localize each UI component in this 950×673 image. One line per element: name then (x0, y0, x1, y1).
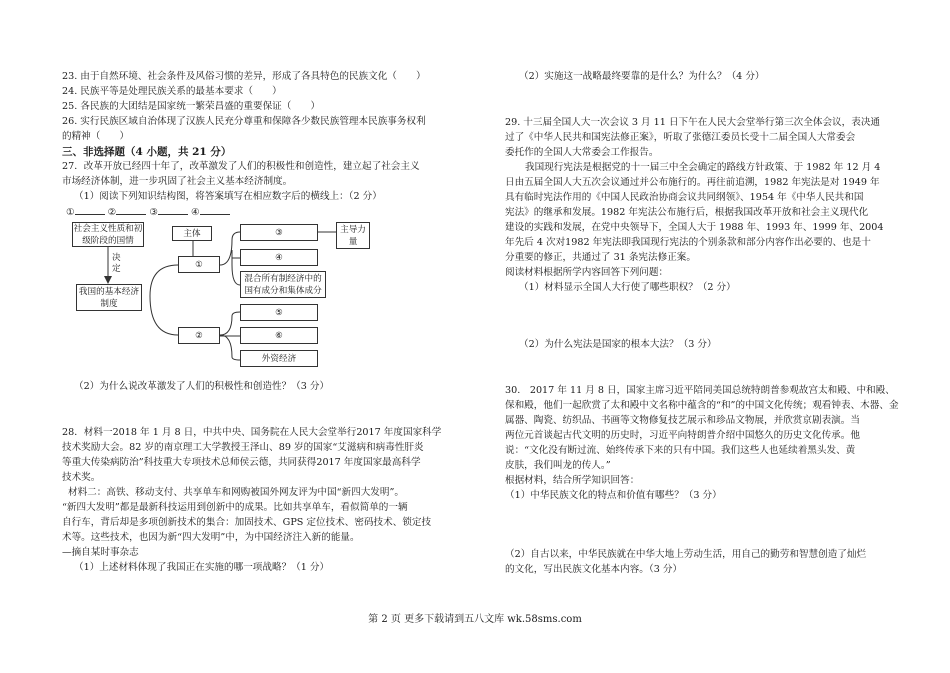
question-28-part2: （2）实施这一战略最终要靠的是什么？为什么？（4 分） (519, 71, 765, 82)
box-circle-1: ① (178, 256, 220, 273)
question-28-line8: 术等。这些技术，也因为新“四大发明”中，为中国经济注入新的能量。 (62, 532, 360, 543)
question-27-line1: 27．改革开放已经四十年了，改革激发了人们的积极性和创造性，建立起了社会主义 (62, 161, 420, 172)
question-28-line3: 等重大传染病防治”科技重大专项技术总师侯云德，共同获得2017 年度国家最高科学 (62, 457, 421, 468)
question-30-line4: 两位元首谈起古代文明的历史时，习近平向特朗普介绍中国悠久的历史文化传承。他 (505, 430, 860, 441)
question-29-part2: （2）为什么宪法是国家的根本大法？（3 分） (519, 339, 717, 350)
box-basic-economic-system: 我国的基本经济制度 (76, 284, 142, 311)
question-29-line10: 分重要的修正，共通过了 31 条宪法修正案。 (505, 252, 696, 263)
question-29-line1: 29. 十三届全国人大一次会议 3 月 11 日下午在人民大会堂举行第三次全体会议，表决通 (505, 117, 881, 128)
box-lead-force: 主导力量 (336, 222, 370, 249)
question-25: 25. 各民族的大团结是国家统一繁荣昌盛的重要保证（ ） (62, 101, 321, 112)
question-29-line5: 日由五届全国人大五次会议通过并公布施行的。再往前追溯，1982 年宪法是对 1949 年 (505, 177, 880, 188)
box-circle-3: ③ (240, 224, 318, 241)
question-30-instruction: 根据材料，结合所学知识回答： (505, 475, 640, 486)
page-footer: 第 2 页 更多下载请到五八文库 wk.58sms.com (368, 614, 582, 625)
question-29-part1: （1）材料显示全国人大行使了哪些职权？（2 分） (519, 282, 736, 293)
question-30-part2-line2: 的文化，写出民族文化基本内容。（3 分） (505, 564, 683, 575)
question-28-line6: “新四大发明”都是最新科技运用到创新中的成果。比如共享单车，看似简单的一辆 (62, 502, 408, 513)
blank-label-2: ② (107, 207, 117, 218)
blank-label-1: ① (66, 207, 75, 218)
question-30-part2-line1: （2）自古以来，中华民族就在中华大地上劳动生活，用自己的勤劳和智慧创造了灿烂 (505, 549, 867, 560)
bracket-top (150, 265, 178, 296)
question-27-line2: 市场经济体制，进一步巩固了社会主义基本经济制度。 (62, 176, 293, 187)
question-29-line2: 过了《中华人民共和国宪法修正案》，听取了张德江委员长受十二届全国人大常委会 (505, 132, 856, 143)
question-28-source: —摘自某时事杂志 (62, 547, 139, 558)
question-29-line8: 建设的实践和发展，在党中央领导下，全国人大于 1988 年、1993 年、1999 年、2004 (505, 222, 884, 233)
box-circle-6: ⑥ (240, 327, 318, 344)
question-30-line6: 皮肤，我们叫龙的传人。” (505, 460, 611, 471)
box-mixed-ownership: 混合所有制经济中的国有成分和集体成分 (240, 271, 326, 298)
question-30-line2: 保和殿，他们一起欣赏了太和殿中文名称中蕴含的“和”的中国文化传统；观看钟表、木器、金 (505, 400, 899, 411)
box-stage-conditions: 社会主义性质和初级阶段的国情 (73, 223, 143, 246)
box-foreign-economy: 外资经济 (240, 350, 318, 367)
question-29-instruction: 阅读材料根据所学内容回答下列问题： (505, 267, 669, 278)
blank-label-4: ④ (191, 207, 200, 218)
question-29-line9: 年先后 4 次对1982 年宪法即我国现行宪法的个别条款和部分内容作出必要的、也是十 (505, 237, 871, 248)
bracket-bottom (150, 296, 178, 335)
question-29-line3: 委托作的全国人大常委会工作报告。 (505, 147, 659, 158)
box-circle-5: ⑤ (240, 304, 318, 321)
label-decide: 决定 (112, 253, 121, 274)
question-28-part1: （1）上述材料体现了我国正在实施的哪一项战略？（1 分） (74, 562, 330, 573)
question-29-line7: 宪法》的继承和发展。1982 年宪法公布施行后，根据我国改革开放和社会主义现代化 (505, 207, 869, 218)
question-23: 23. 由于自然环境、社会条件及风俗习惯的差异，形成了各具特色的民族文化（ ） (62, 71, 426, 82)
question-28-line7: 自行车，背后却是多项创新技术的集合：加固技术、GPS 定位技术、密码技术、锁定技 (62, 517, 432, 528)
question-27-part2: （2）为什么说改革激发了人们的积极性和创造性？（3 分） (74, 381, 330, 392)
section-3-heading: 三、非选择题（4 小题，共 21 分） (62, 146, 232, 158)
box-subject: 主体 (172, 226, 212, 241)
question-29-line4: 我国现行宪法是根据党的十一届三中全会确定的路线方针政策、于 1982 年 12 月 4 (525, 162, 881, 173)
question-28-line1: 28．材料一2018 年 1 月 8 日，中共中央、国务院在人民大会堂举行2017 年度国家科学 (62, 427, 442, 438)
question-30-part1: （1）中华民族文化的特点和价值有哪些？（3 分） (505, 490, 722, 501)
question-26-line2: 的精神（ ） (62, 131, 130, 142)
box-circle-4: ④ (240, 249, 318, 266)
question-28-line4: 技术奖。 (62, 472, 101, 483)
question-30-line5: 说：“文化没有断过流、始终传承下来的只有中国。我们这些人也延续着黑头发、黄 (505, 445, 856, 456)
box-circle-2: ② (178, 327, 220, 344)
question-28-line2: 技术奖励大会。82 岁的南京理工大学教授王泽山、89 岁的国家“艾滋病和病毒性肝炎 (62, 442, 424, 453)
question-27-part1: （1）阅读下列知识结构图，将答案填写在相应数字后的横线上：（2 分） (74, 191, 382, 202)
question-30-line3: 属器、陶瓷、纺织品、书画等文物修复技艺展示和珍品文物展，并欣赏京剧表演。当 (505, 415, 860, 426)
question-30-line1: 30. 2017 年 11 月 8 日，国家主席习近平陪同美国总统特朗普参观故宫太和殿、中和殿、 (505, 385, 895, 396)
question-24: 24. 民族平等是处理民族关系的最基本要求（ ） (62, 86, 282, 97)
decide-arrow-head (104, 276, 112, 284)
blank-label-3: ③ (149, 207, 158, 218)
question-29-line6: 具有临时宪法作用的《中国人民政治协商会议共同纲领》、1954 年《中华人民共和国 (505, 192, 864, 203)
question-28-line5: 材料二：高铁、移动支付、共享单车和网购被国外网友评为中国“新四大发明”。 (68, 487, 404, 498)
question-26-line1: 26. 实行民族区域自治体现了汉族人民充分尊重和保障各少数民族管理本民族事务权利 (62, 116, 426, 127)
